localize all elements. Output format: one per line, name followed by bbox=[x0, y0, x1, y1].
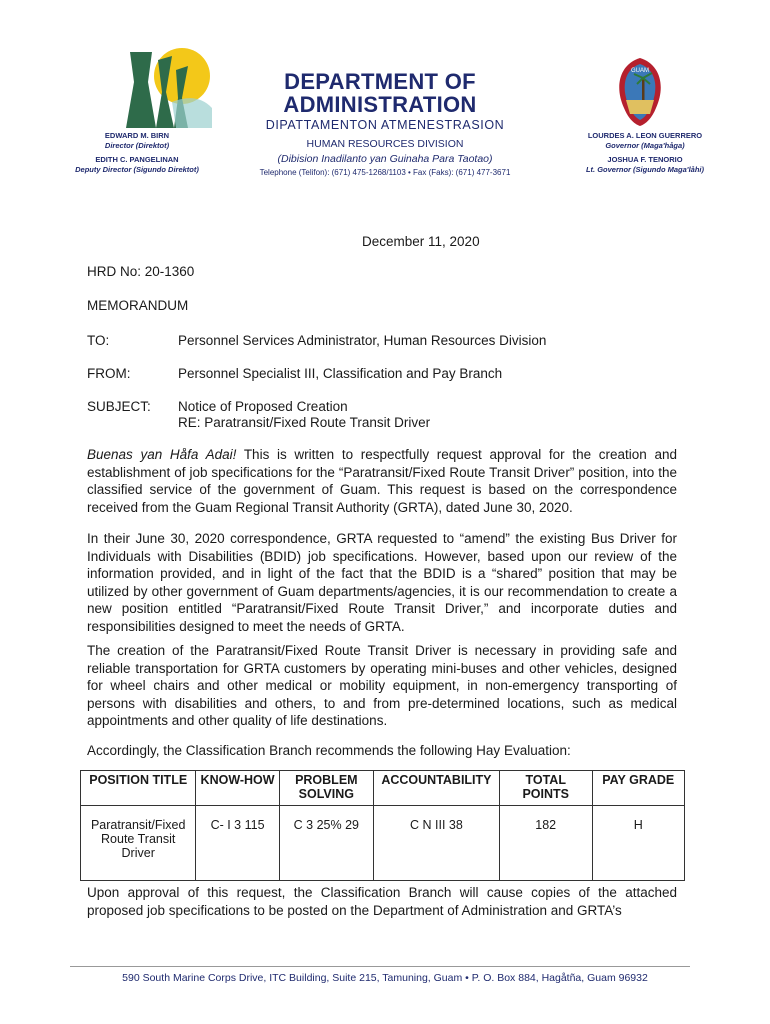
official-title: Lt. Governor (Sigundo Maga'låhi) bbox=[585, 165, 705, 174]
left-officials bbox=[52, 131, 222, 175]
table-cell: H bbox=[592, 806, 684, 881]
division-name-chamorro: (Dibision Inadilanto yan Guinaha Para Taotao) bbox=[277, 153, 493, 165]
guam-seal bbox=[612, 56, 668, 128]
official-title: Governor (Maga'håga) bbox=[605, 141, 685, 150]
title-line-1: DEPARTMENT OF bbox=[284, 69, 476, 94]
department-title bbox=[260, 70, 500, 116]
department-subtitle: DIPATTAMENTON ATMENESTRASION bbox=[265, 118, 505, 132]
column-header: TOTAL POINTS bbox=[499, 771, 592, 806]
hay-evaluation-table bbox=[80, 770, 685, 881]
right-officials bbox=[560, 131, 730, 175]
paragraph-5: Upon approval of this request, the Classification Branch will cause copies of the attached proposed job specifications to be posted on the Department of Administration and GRTA’s bbox=[87, 885, 677, 918]
department-logo bbox=[112, 42, 222, 130]
column-header: ACCOUNTABILITY bbox=[373, 771, 499, 806]
footer-divider bbox=[70, 966, 690, 967]
official-name: EDITH C. PANGELINAN bbox=[95, 155, 179, 164]
table-cell: 182 bbox=[499, 806, 592, 881]
official-title: Deputy Director (Sigundo Direktot) bbox=[75, 165, 199, 174]
paragraph-3: The creation of the Paratransit/Fixed Route Transit Driver is necessary in providing safe and reliable transportation for GRTA customers by operating mini-buses and other vehicles, designed for wheel chairs and other medical or mobility equipment, in non-emergency transporting of persons with disabilities and others, to and from pre-determined locations, such as medical appointments and other quality of life destinations. bbox=[87, 643, 677, 728]
official-name: EDWARD M. BIRN bbox=[104, 131, 170, 140]
division-name: HUMAN RESOURCES DIVISION bbox=[306, 138, 464, 150]
seal-text: GUAM bbox=[631, 68, 649, 74]
column-header: PAY GRADE bbox=[592, 771, 684, 806]
from-label: FROM: bbox=[87, 366, 131, 381]
paragraph-1-text: This is written to respectfully request approval for the creation and establishment of job specifications for the “Paratransit/Fixed Route Transit Driver” position, into the classified service of the government of Guam. This request is based on the correspondence received from the Guam Regional Transit Authority (GRTA), dated June 30, 2020. bbox=[87, 447, 677, 515]
subject-line-1: Notice of Proposed Creation bbox=[178, 399, 348, 414]
table-header-row bbox=[81, 771, 685, 806]
table-cell: C N III 38 bbox=[373, 806, 499, 881]
official-title: Director (Direktot) bbox=[104, 141, 170, 150]
to-value: Personnel Services Administrator, Human Resources Division bbox=[178, 333, 547, 348]
paragraph-1 bbox=[87, 446, 677, 516]
contact-phone-fax: Telephone (Telifon): (671) 475-1268/1103 • Fax (Faks): (671) 477-3671 bbox=[259, 168, 511, 177]
footer-address: 590 South Marine Corps Drive, ITC Building, Suite 215, Tamuning, Guam • P. O. Box 884, Hagåtña, Guam 96932 bbox=[122, 972, 648, 984]
table-cell: Paratransit/Fixed Route Transit Driver bbox=[81, 806, 196, 881]
greeting: Buenas yan Håfa Adai! bbox=[87, 447, 237, 462]
paragraph-2: In their June 30, 2020 correspondence, GRTA requested to “amend” the existing Bus Driver for Individuals with Disabilities (BDID) job specifications. However, based upon our review of the information provided, and in light of the fact that the BDID is a “shared” position that may be utilized by other government of Guam departments/agencies, it is our recommendation to create a new position entitled “Paratransit/Fixed Route Transit Driver,” and incorporate duties and responsibilities designed to meet the needs of GRTA. bbox=[87, 531, 677, 634]
official-name: LOURDES A. LEON GUERRERO bbox=[587, 131, 703, 140]
table-cell: C 3 25% 29 bbox=[279, 806, 373, 881]
column-header: POSITION TITLE bbox=[81, 771, 196, 806]
from-value: Personnel Specialist III, Classification and Pay Branch bbox=[178, 366, 503, 381]
column-header: PROBLEM SOLVING bbox=[279, 771, 373, 806]
hrd-number: HRD No: 20-1360 bbox=[87, 264, 195, 279]
official-name: JOSHUA F. TENORIO bbox=[607, 155, 683, 164]
paragraph-4: Accordingly, the Classification Branch recommends the following Hay Evaluation: bbox=[87, 743, 571, 758]
subject-label: SUBJECT: bbox=[87, 399, 151, 414]
subject-line-2: RE: Paratransit/Fixed Route Transit Driver bbox=[178, 415, 431, 430]
to-label: TO: bbox=[87, 333, 110, 348]
table-cell: C- I 3 115 bbox=[196, 806, 279, 881]
column-header: KNOW-HOW bbox=[196, 771, 279, 806]
table-row bbox=[81, 806, 685, 881]
memo-type: MEMORANDUM bbox=[87, 298, 189, 313]
memo-date: December 11, 2020 bbox=[362, 234, 480, 249]
title-line-2: ADMINISTRATION bbox=[283, 92, 477, 117]
